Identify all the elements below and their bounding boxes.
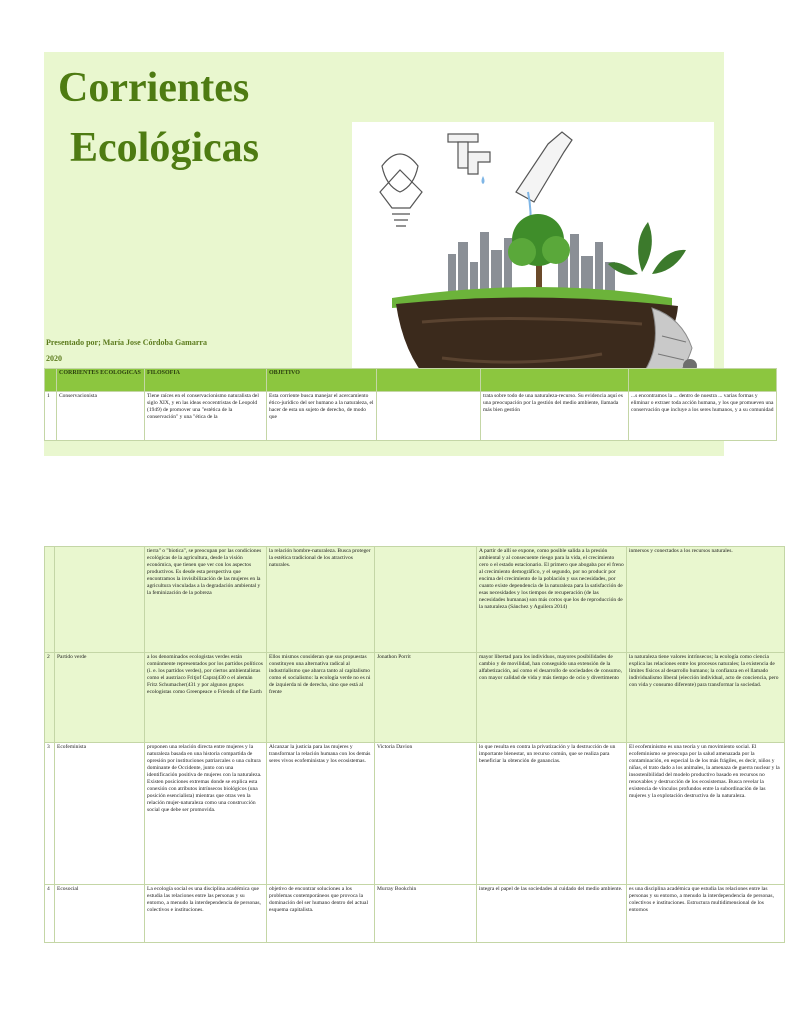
table-header-row bbox=[45, 369, 777, 392]
row-number: 1 bbox=[45, 392, 57, 441]
presenter-name: Presentado por; María Jose Córdoba Gamarra bbox=[46, 338, 207, 347]
current-filosofia: La ecología social es una disciplina académica que estudia las relaciones entre las personas y su entorno, a menudo la interdependencia de personas, colectivos e instituciones. bbox=[145, 885, 267, 943]
current-objetivo: Ellos mismos consideran que sus propuestas constituyen una alternativa radical al industrialismo que abarca tanto al capitalismo como el socialismo: la ecología verde no es ni de izquierda ni de derecha, sino que está al frente bbox=[267, 653, 375, 743]
header-filosofia: FILOSOFIA bbox=[145, 369, 267, 392]
current-name: Partido verde bbox=[55, 653, 145, 743]
header-num bbox=[45, 369, 57, 392]
row-number: 2 bbox=[45, 653, 55, 743]
header-corrientes: CORRIENTES ECOLOGICAS bbox=[57, 369, 145, 392]
current-autor bbox=[375, 547, 477, 653]
current-col-5: mayor libertad para los individuos, mayores posibilidades de cambio y de movilidad, han conseguido una extensión de la alfabetización, así como el desarrollo de sociedades de consumo, con mayor calidad de vida y más tiempo de ocio y divertimento bbox=[477, 653, 627, 743]
table-continuation-page bbox=[44, 546, 780, 946]
current-autor bbox=[377, 392, 481, 441]
current-objetivo: la relación hombre-naturaleza. Busca proteger la estética tradicional de los atractivos naturales. bbox=[267, 547, 375, 653]
table-row bbox=[45, 547, 785, 653]
current-col-5: integra el papel de las sociedades al cuidado del medio ambiente. bbox=[477, 885, 627, 943]
current-col-6: es una disciplina académica que estudia las relaciones entre las personas y su entorno, a menudo la interdependencia de personas, colectivos e instituciones. Estructura multidimensional de los entornos bbox=[627, 885, 785, 943]
current-objetivo: Alcanzar la justicia para las mujeres y transformar la relación humana con los demás seres vivos ecofeministas y los ecosistemas. bbox=[267, 743, 375, 885]
table-row bbox=[45, 392, 777, 441]
row-number bbox=[45, 547, 55, 653]
current-col-6: El ecofeminismo es una teoría y un movimiento social. El ecofeminismo se preocupa por la salud amenazada por la contaminación, en especial la de los más frágiles, es decir, niños y niñas, el trato dado a los animales, la amenaza de guerra nuclear y la insostenibilidad del modelo productivo basado en recursos no renovables y destrucción de los ecosistemas. Busca revelar la existencia de vínculos profundos entre la subordinación de las mujeres y la explotación destructiva de la naturaleza. bbox=[627, 743, 785, 885]
title-line-1: Corrientes bbox=[58, 65, 250, 111]
current-autor: Murray Bookchin bbox=[375, 885, 477, 943]
page-title bbox=[58, 58, 259, 178]
header-col-7 bbox=[629, 369, 777, 392]
currents-table-continued bbox=[44, 546, 785, 943]
current-autor: Victoria Davion bbox=[375, 743, 477, 885]
currents-table-top bbox=[44, 368, 777, 441]
presentation-year: 2020 bbox=[46, 354, 62, 363]
current-name: Conservacionista bbox=[57, 392, 145, 441]
current-name bbox=[55, 547, 145, 653]
header-col-6 bbox=[481, 369, 629, 392]
current-filosofia: a los denominados ecologistas verdes están comúnmente representados por los partidos políticos (i. e. los partidos verdes), por ciertos ambientalistas como el austriaco Fritjof Capra(430 o el alemán Fritz Schumacher(431 y por algunos grupos ecologistas como Greenpeace o Friends of the Earth bbox=[145, 653, 267, 743]
header-col-5 bbox=[377, 369, 481, 392]
row-number: 4 bbox=[45, 885, 55, 943]
current-col-5: lo que resulta en contra la privatización y la destrucción de un importante bienestar, un recurso común, que se realiza para beneficiar la obtención de ganancias. bbox=[477, 743, 627, 885]
current-filosofia: Tiene raíces en el conservacionismo naturalista del siglo XIX, y en las ideas ecocentristas de Leopold (1949) de promover una "estética de la conservación" y una "ética de la bbox=[145, 392, 267, 441]
current-autor: Jonathon Porrit bbox=[375, 653, 477, 743]
current-col-6: inmersos y conectados a los recursos naturales. bbox=[627, 547, 785, 653]
current-filosofia: proponen una relación directa entre mujeres y la naturaleza basada en una historia compartida de opresión por instituciones patriarcales o una cultura dominante de Occidente, junto con una identificación positiva de mujeres con la naturaleza. Existen posiciones extremas donde se explica esta conexión con atributos intrínsecos biológicos (una posición esencialista) mientras que otras ven la relación mujer-naturaleza como una construcción social que debe ser promovida. bbox=[145, 743, 267, 885]
current-col-6: la naturaleza tiene valores intrínsecos; la ecología como ciencia explica las relaciones entre los procesos naturales; la existencia de límites físicos al desarrollo humano; la confianza en el llamado individualismo liberal (elección individual, acto de conciencia, pero con vida y consumo diferente) para transformar la sociedad. bbox=[627, 653, 785, 743]
current-col-5: trata sobre todo de una naturaleza-recurso. Su evidencia aquí es una preocupación por la gestión del medio ambiente, llamada más bien gestión bbox=[481, 392, 629, 441]
slide-page bbox=[44, 52, 774, 456]
current-name: Ecosocial bbox=[55, 885, 145, 943]
table-row bbox=[45, 653, 785, 743]
current-col-5: A partir de allí se expone, como posible salida a la presión ambiental y al consecuente riesgo para la vida, el crecimiento cero o el estado estacionario. El primero que abogaba por el freno al crecimiento demográfico, y el segundo, por no producir por encima del crecimiento de la población y sus necesidades, por cuanto existe dependencia de la naturaleza para la satisfacción de esas necesidades y los tiempos de recuperación (de las necesidades humanas) son más cortos que los de reproducción de la naturaleza (Sánchez y Aguilera 2014) bbox=[477, 547, 627, 653]
current-objetivo: Esta corriente busca manejar el acercamiento ético-jurídico del ser humano a la naturaleza, el hacer de esta un sujeto de derecho, de modo que bbox=[267, 392, 377, 441]
current-col-6: ...s encontramos la ... dentro de nuestra ... varias formas y eliminar o extraer toda acción humana, y los que promueven una conservación que incluye a los seres humanos, y a su comunidad bbox=[629, 392, 777, 441]
current-objetivo: objetivo de encontrar soluciones a los problemas contemporáneos que provoca la dominación del ser humano dentro del actual esquema capitalista. bbox=[267, 885, 375, 943]
title-line-2: Ecológicas bbox=[70, 125, 259, 171]
table-row bbox=[45, 743, 785, 885]
current-name: Ecofeminista bbox=[55, 743, 145, 885]
header-objetivo: OBJETIVO bbox=[267, 369, 377, 392]
table-row bbox=[45, 885, 785, 943]
current-filosofia: tierra" o "biotica", se preocupan por las condiciones ecológicas de la agricultura, desde la visión económica, que tienen que ver con los aspectos productivos. Es desde esta perspectiva que encontramos la invisibilización de las mujeres en la agricultura vinculadas a la degradación ambiental y la feminización de la pobreza bbox=[145, 547, 267, 653]
row-number: 3 bbox=[45, 743, 55, 885]
